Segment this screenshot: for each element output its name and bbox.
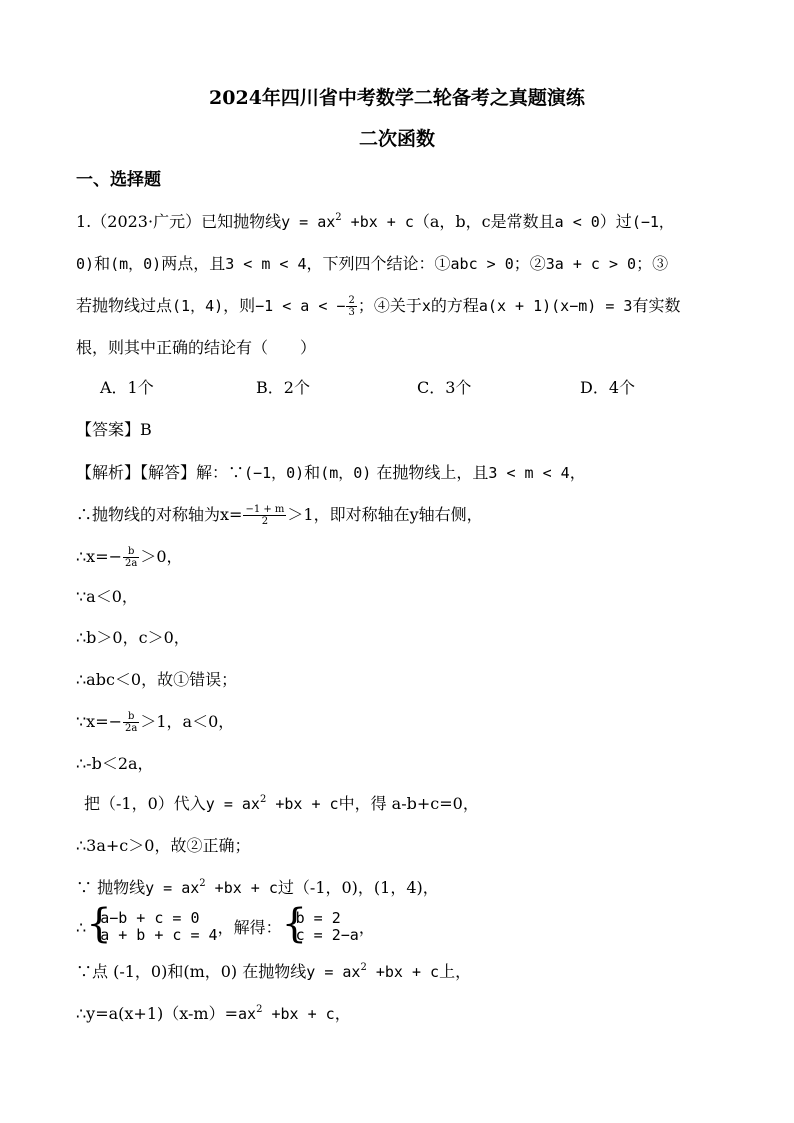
equation-system	[86, 901, 218, 947]
formula: y = ax	[306, 963, 361, 981]
fraction: $\frac{b}{2a}$	[125, 546, 138, 569]
question-text: 两点，且	[161, 254, 226, 273]
analysis-text: ∴y=a(x+1)（x-m）=	[76, 1004, 238, 1023]
analysis-text: 把（-1，0）代入	[84, 794, 206, 813]
section-heading: 一、选择题	[76, 170, 161, 190]
analysis-text: ∵点 (-1，0)和(m，0) 在抛物线	[76, 962, 307, 981]
analysis-text: 【解析】【解答】解：∵	[76, 463, 245, 482]
analysis-text: ∴抛物线的对称轴为x=	[76, 505, 243, 524]
left-brace-icon: {	[86, 901, 112, 947]
formula: (−1，	[631, 213, 674, 231]
analysis-text: ＞1，a＜0，	[140, 712, 235, 731]
formula: x	[421, 297, 431, 315]
question-text: 1.（2023·广元）已知抛物线	[76, 212, 282, 231]
question-text: 和	[94, 254, 111, 273]
formula: 3a + c > 0	[545, 255, 637, 273]
formula: (m，0)	[110, 255, 162, 273]
analysis-line-6: ∴abc＜0，故①错误；	[76, 670, 238, 689]
fraction: $\frac{-1 + m}{2}$	[245, 504, 285, 527]
formula: abc > 0	[450, 255, 514, 273]
option-d: D．4个	[580, 378, 636, 397]
answer-line: 【答案】B	[76, 420, 152, 439]
analysis-text: ∴	[76, 918, 87, 937]
question-text: 的方程	[430, 296, 479, 315]
formula: +bx + c	[341, 213, 414, 231]
equation-row: c = 2−a	[295, 926, 359, 944]
question-text: ；②	[513, 254, 546, 273]
exponent: 2	[199, 878, 206, 889]
question-text: 有实数	[632, 296, 681, 315]
option-b: B．2个	[256, 378, 310, 397]
fraction: $\frac{b}{2a}$	[125, 711, 138, 734]
equation-row: b = 2	[295, 909, 341, 927]
analysis-text: ∵ 抛物线	[76, 878, 146, 897]
formula: +bx + c	[266, 795, 339, 813]
analysis-text: ，	[334, 1004, 351, 1023]
question-line-4: 根，则其中正确的结论有（ ）	[76, 338, 317, 357]
question-text: ，下列四个结论：①	[306, 254, 451, 273]
analysis-text: 过（-1，0)，(1，4)，	[277, 878, 439, 897]
exponent: 2	[259, 794, 267, 805]
formula: ax	[238, 1005, 257, 1023]
question-text: ，则	[223, 296, 256, 315]
analysis-line-1	[76, 461, 586, 485]
question-text: ；④关于	[357, 296, 422, 315]
analysis-text: ，解得：	[217, 918, 282, 937]
analysis-line-14	[76, 1002, 351, 1026]
formula: 0)	[76, 255, 95, 273]
formula: (1，4)	[172, 297, 224, 315]
formula: +bx + c	[205, 879, 278, 897]
equation-row: a + b + c = 4	[100, 926, 218, 944]
formula: (−1，0)	[244, 464, 305, 482]
formula: −1 < a < −	[255, 297, 346, 315]
page-title: 2024年四川省中考数学二轮备考之真题演练	[209, 87, 585, 109]
formula: +bx + c	[262, 1005, 335, 1023]
exponent: 2	[360, 962, 367, 973]
analysis-text: ，	[358, 918, 375, 937]
analysis-text: ∵x=−	[76, 712, 123, 731]
analysis-line-7	[76, 710, 234, 734]
analysis-text: 和	[304, 463, 321, 482]
question-line-1	[76, 210, 674, 234]
question-text: ）过	[599, 212, 632, 231]
exponent: 2	[335, 212, 342, 223]
analysis-line-12	[76, 901, 375, 947]
formula: +bx + c	[366, 963, 440, 981]
formula: 3 < m < 4	[225, 255, 307, 273]
analysis-line-2	[76, 503, 483, 527]
formula: a < 0	[554, 213, 600, 231]
analysis-text: 中，得 a-b+c=0，	[338, 794, 479, 813]
equation-system	[281, 901, 359, 947]
analysis-text: ＞0，	[140, 547, 183, 566]
analysis-line-11	[76, 876, 439, 900]
analysis-line-13	[76, 960, 471, 984]
formula: (m，0)	[320, 464, 372, 482]
analysis-line-9	[84, 792, 479, 816]
analysis-line-4: ∵a＜0，	[76, 587, 138, 606]
analysis-text: ，	[569, 463, 586, 482]
page-subtitle: 二次函数	[358, 128, 435, 150]
analysis-line-10: ∴3a+c＞0，故②正确；	[76, 836, 251, 855]
question-line-3	[76, 294, 680, 318]
question-line-2	[76, 252, 668, 276]
question-text: （a，b，c是常数且	[413, 212, 555, 231]
formula: y = ax	[205, 795, 260, 813]
analysis-line-8: ∴-b＜2a，	[76, 754, 154, 773]
fraction-two-thirds: $\frac{2}{3}$	[348, 295, 355, 318]
option-a: A．1个	[100, 378, 154, 397]
formula: a(x + 1)(x−m) = 3	[478, 297, 633, 315]
equation-row: a−b + c = 0	[100, 909, 200, 927]
formula: 3 < m < 4	[488, 464, 570, 482]
analysis-text: ＞1，即对称轴在y轴右侧，	[287, 505, 483, 524]
analysis-line-3	[76, 545, 183, 569]
formula: y = ax	[281, 213, 336, 231]
analysis-line-5: ∴b＞0，c＞0，	[76, 628, 190, 647]
formula: y = ax	[145, 879, 200, 897]
question-text: 若抛物线过点	[76, 296, 173, 315]
question-text: ；③	[636, 254, 669, 273]
option-c: C．3个	[417, 378, 472, 397]
analysis-text: 上，	[439, 962, 472, 981]
left-brace-icon: {	[281, 901, 308, 947]
analysis-text: ∴x=−	[76, 547, 123, 566]
analysis-text: 在抛物线上，且	[371, 463, 489, 482]
exponent: 2	[256, 1004, 263, 1015]
